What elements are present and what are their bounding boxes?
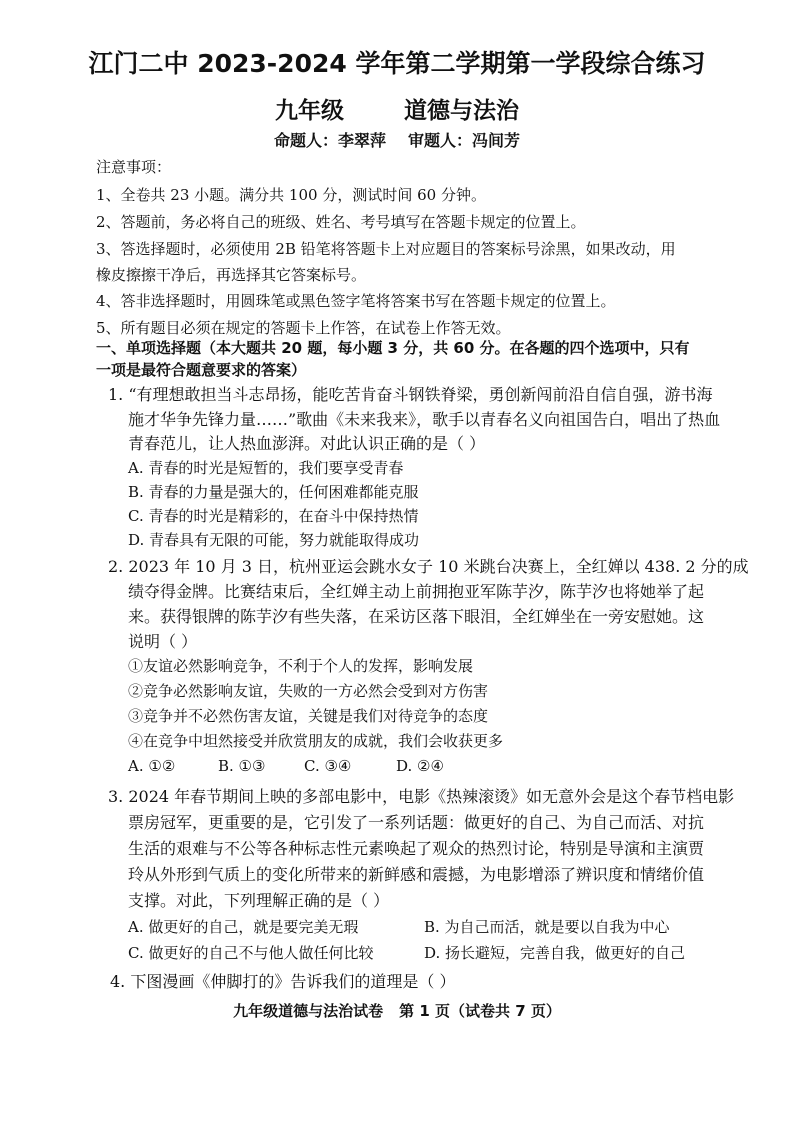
- question-2-statement: ③竞争并不必然伤害友谊，关键是我们对待竞争的态度: [128, 707, 489, 725]
- question-3-option-b: B. 为自己而活，就是要以自我为中心: [424, 918, 670, 936]
- question-3-text: 生活的艰难与不公等各种标志性元素唤起了观众的热烈讨论，特别是导演和主演贾: [128, 839, 705, 858]
- question-4-text: 4. 下图漫画《伸脚打的》告诉我们的道理是（ ）: [110, 972, 456, 991]
- question-2-statement: ④在竞争中坦然接受并欣赏朋友的成就，我们会收获更多: [128, 732, 504, 750]
- question-1-option-d: D. 青春具有无限的可能，努力就能取得成功: [128, 531, 420, 549]
- question-3-text: 票房冠军，更重要的是，它引发了一系列话题：做更好的自己、为自己而活、对抗: [128, 813, 705, 832]
- question-3-option-d: D. 扬长避短，完善自我，做更好的自己: [424, 944, 686, 962]
- grade-label: 九年级: [275, 98, 344, 124]
- question-2-option-b: B. ①③: [218, 757, 266, 775]
- reviewer-label: 审题人：冯间芳: [408, 131, 521, 150]
- question-2-text: 说明（ ）: [128, 632, 198, 651]
- note-item: 5、所有题目必须在规定的答题卡上作答，在试卷上作答无效。: [96, 319, 511, 337]
- question-2-options: [128, 757, 444, 775]
- question-2-option-c: C. ③④: [304, 757, 352, 775]
- exam-title: 江门二中 2023-2024 学年第二学期第一学段综合练习: [88, 49, 706, 78]
- subject-label: 道德与法治: [404, 98, 519, 124]
- question-1-option-a: A. 青春的时光是短暂的，我们要享受青春: [128, 459, 404, 477]
- question-3-text: 支撑。对此，下列理解正确的是（ ）: [128, 891, 390, 910]
- question-2-text: 2. 2023 年 10 月 3 日，杭州亚运会跳水女子 10 米跳台决赛上，全红婵以 438. 2 分的成: [108, 557, 749, 576]
- question-3-option-a: A. 做更好的自己，就是要完美无瑕: [128, 918, 359, 936]
- notes-heading: 注意事项：: [96, 158, 172, 176]
- question-1-text: 施才华争先锋力量……”歌曲《未来我来》，歌手以青春名义向祖国告白，唱出了热血: [128, 410, 721, 429]
- question-1-option-b: B. 青春的力量是强大的，任何困难都能克服: [128, 483, 419, 501]
- question-3-option-c: C. 做更好的自己不与他人做任何比较: [128, 944, 374, 962]
- page-footer: [0, 1000, 794, 1021]
- footer-page-number: 第 1 页（试卷共 7 页）: [399, 1002, 561, 1020]
- question-2-text: 绩夺得金牌。比赛结束后，全红婵主动上前拥抱亚军陈芋汐，陈芋汐也将她举了起: [128, 582, 705, 601]
- note-item: 1、全卷共 23 小题。满分共 100 分，测试时间 60 分钟。: [96, 186, 486, 204]
- question-2-statement: ①友谊必然影响竞争，不利于个人的发挥，影响发展: [128, 657, 474, 675]
- note-item: 橡皮擦擦干净后，再选择其它答案标号。: [96, 266, 367, 284]
- footer-exam-name: 九年级道德与法治试卷: [233, 1002, 384, 1020]
- question-3-text: 3. 2024 年春节期间上映的多部电影中，电影《热辣滚烫》如无意外会是这个春节档电影: [108, 787, 735, 806]
- section-heading-cont: 一项是最符合题意要求的答案）: [96, 361, 307, 379]
- question-2-text: 来。获得银牌的陈芋汐有些失落，在采访区落下眼泪，全红婵坐在一旁安慰她。这: [128, 607, 705, 626]
- question-1-text: 1. “有理想敢担当斗志昂扬，能吃苦肯奋斗钢铁脊梁，勇创新闯前沿自信自强，游书海: [108, 385, 713, 404]
- grade-subject-line: [0, 92, 794, 125]
- question-2-statement: ②竞争必然影响友谊，失败的一方必然会受到对方伤害: [128, 682, 489, 700]
- author-line: [0, 128, 794, 151]
- note-item: 4、答非选择题时，用圆珠笔或黑色签字笔将答案书写在答题卡规定的位置上。: [96, 292, 616, 310]
- note-item: 2、答题前，务必将自己的班级、姓名、考号填写在答题卡规定的位置上。: [96, 213, 586, 231]
- question-1-option-c: C. 青春的时光是精彩的，在奋斗中保持热情: [128, 507, 419, 525]
- setter-label: 命题人：李翠萍: [273, 131, 386, 150]
- question-2-option-d: D. ②④: [396, 757, 444, 775]
- question-1-text: 青春范儿，让人热血澎湃。对此认识正确的是（ ）: [128, 434, 486, 453]
- question-3-text: 玲从外形到气质上的变化所带来的新鲜感和震撼，为电影增添了辨识度和情绪价值: [128, 865, 705, 884]
- section-heading: 一、单项选择题（本大题共 20 题，每小题 3 分，共 60 分。在各题的四个选项中，只有: [96, 339, 690, 357]
- question-2-option-a: A. ①②: [128, 757, 176, 775]
- note-item: 3、答选择题时，必须使用 2B 铅笔将答题卡上对应题目的答案标号涂黑，如果改动，用: [96, 240, 676, 258]
